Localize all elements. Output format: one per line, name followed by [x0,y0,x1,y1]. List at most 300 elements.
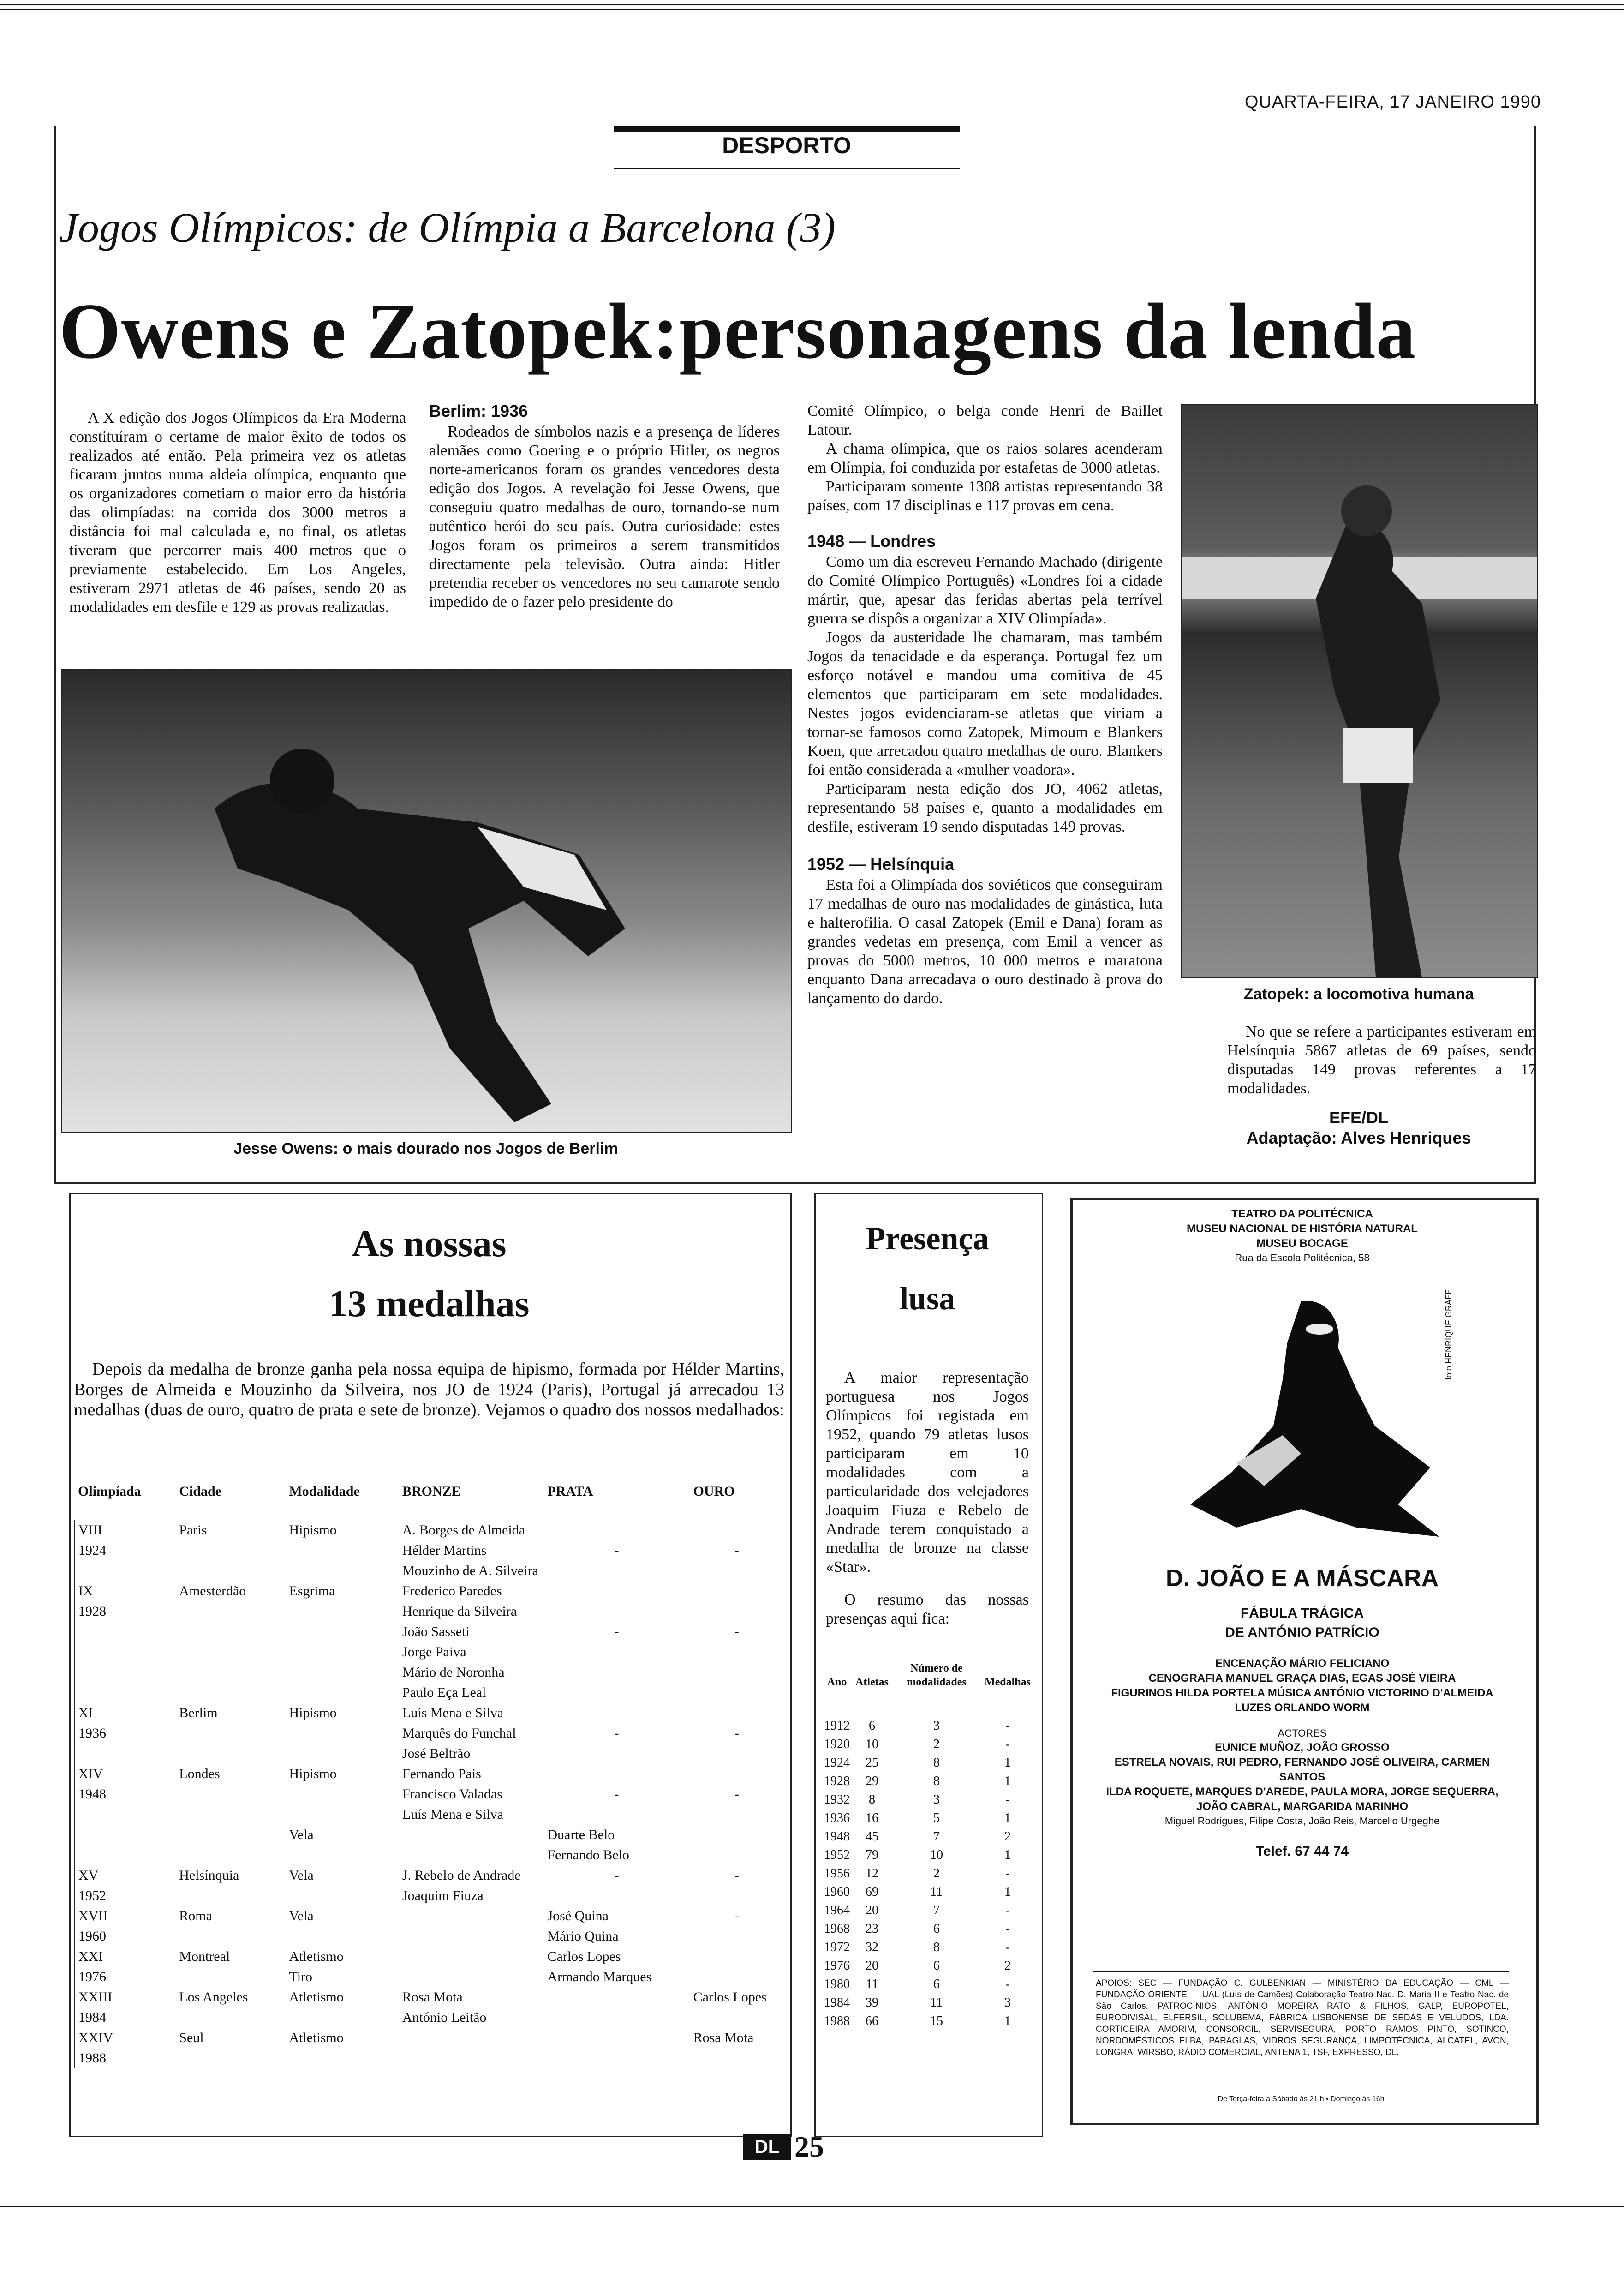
presenca-cell: - [1005,1977,1010,1991]
ad-lights: LUZES ORLANDO WORM [1235,1702,1370,1714]
presenca-cell: 1 [1004,1756,1011,1770]
medalhas-cell [690,1967,784,1987]
ad-address: Rua da Escola Politécnica, 58 [1235,1252,1370,1264]
medalhas-cell [285,1683,398,1703]
table-row [821,1901,1033,1920]
medalhas-cell: XI [74,1703,175,1723]
medalhas-cell [543,1886,689,1906]
medalhas-cell [285,1723,398,1744]
cloaked-figure-icon [1181,1288,1439,1546]
presenca-cell: - [1005,1737,1010,1751]
presenca-header-cell: Medalhas [984,1676,1031,1688]
medalhas-cell: Duarte Belo [547,1827,615,1842]
col4-p1: No que se refere a participantes estiveram em Helsínquia 5867 atletas de 69 países, sendo disputadas 149 provas referentes a 17 modalidades. [1227,1023,1536,1097]
medalhas-cell: 1988 [74,2048,175,2068]
medalhas-cell: Jorge Paiva [402,1644,466,1660]
table-row [821,1791,1033,1809]
col3-p2: A chama olímpica, que os raios solares acenderam em Olímpia, foi conduzida por estafetas de 3000 atletas. [807,440,1163,476]
medalhas-cell [175,1825,285,1845]
medalhas-cell [285,1662,398,1683]
ad-body [1075,1562,1529,1861]
table-row [74,1947,784,1967]
presenca-header-cell: Ano [827,1676,847,1688]
medalhas-cell [690,2007,784,2028]
medalhas-cell: - [614,1624,619,1639]
table-row [821,1772,1033,1791]
medalhas-cell: IX [74,1581,175,1601]
medalhas-cell: 1928 [74,1601,175,1622]
table-row [821,1864,1033,1883]
medalhas-header-cell: PRATA [547,1484,593,1499]
table-row [74,1886,784,1906]
medalhas-cell [175,1683,285,1703]
presenca-p2: O resumo das nossas presenças aqui fica: [826,1591,1029,1627]
presenca-cell: 32 [865,1940,878,1954]
ad-scenery: CENOGRAFIA MANUEL GRAÇA DIAS, EGAS JOSÉ VIEIRA [1148,1672,1456,1684]
medalhas-cell: - [734,1726,739,1741]
presenca-cell: 3 [1004,1995,1011,2010]
table-row [821,1717,1033,1735]
medalhas-cell [74,1561,175,1581]
medalhas-cell: Fernando Belo [547,1847,629,1863]
medalhas-cell: Vela [289,1868,314,1883]
medalhas-cell [285,1622,398,1642]
presenca-cell: 6 [933,1922,940,1936]
medalhas-cell: Joaquim Fiuza [402,1888,484,1903]
medalhas-cell: Mário Quina [547,1929,619,1944]
medalhas-cell: Montreal [179,1949,230,1964]
medalhas-table-header [74,1481,784,1520]
medalhas-cell [285,1926,398,1947]
medalhas-cell [285,1601,398,1622]
medalhas-cell [690,1947,784,1967]
presenca-cell: - [1005,1719,1010,1733]
medalhas-header-cell: BRONZE [402,1484,461,1499]
table-row [74,1561,784,1581]
presenca-cell: 10 [930,1848,943,1862]
presenca-cell: 1948 [824,1829,850,1844]
ad-actors-label: ACTORES [1278,1727,1327,1739]
medalhas-cell: - [734,1543,739,1558]
table-row [821,1735,1033,1754]
medalhas-title [69,1214,789,1334]
table-row [74,2048,784,2068]
berlim-text: Rodeados de símbolos nazis e a presença de líderes alemães como Goering e o próprio Hitler, os negros norte-americanos foram os grandes vencedores desta edição dos Jogos. A revelação foi Jesse Owens, que conseguiu quatro medalhas de ouro, tornando-se num autêntico herói do seu país. Outra curiosidade: estes Jogos foram os primeiros a serem transmitidos directamente pela televisão. Outra ainda: Hitler pretendia receber os vencedores no seu camarote sendo impedido de o fazer pelo presidente do [429,423,780,611]
presenca-title-line1: Presença [866,1221,989,1257]
medalhas-cell [74,1683,175,1703]
table-row [74,1520,784,1540]
medalhas-cell [175,1744,285,1764]
presenca-cell: 10 [865,1737,878,1751]
medalhas-cell: Helsínquia [179,1868,239,1883]
table-row [821,1957,1033,1975]
medalhas-cell: Los Angeles [179,1989,248,2005]
ad-museum: MUSEU NACIONAL DE HISTÓRIA NATURAL [1187,1222,1418,1235]
medalhas-cell: - [614,1543,619,1558]
section-label: DESPORTO [614,126,960,169]
presenca-cell: 1984 [824,1995,850,2010]
medalhas-cell: A. Borges de Almeida [402,1522,525,1538]
medalhas-cell [690,1926,784,1947]
medalhas-cell: Vela [289,1908,314,1923]
table-row [74,1601,784,1622]
presenca-cell: 1 [1004,2014,1011,2028]
presenca-cell: - [1005,1866,1010,1881]
ad-phone: Telef. 67 44 74 [1255,1844,1349,1859]
medalhas-cell [285,1784,398,1804]
presenca-cell: 1920 [824,1737,850,1751]
medalhas-cell: Armando Marques [547,1969,652,1984]
ad-title: D. JOÃO E A MÁSCARA [1165,1565,1439,1592]
presenca-cell: 1 [1004,1774,1011,1788]
presenca-table-body [821,1717,1033,2031]
medalhas-cell: Fernando Pais [402,1766,481,1781]
ad-direction: ENCENAÇÃO MÁRIO FELICIANO [1215,1657,1390,1670]
londres-p1: Como um dia escreveu Fernando Machado (dirigente do Comité Olímpico Português) «Londres foi a cidade mártir, que, apesar das feridas abertas pela terrível guerra se dispôs a organizar a XIV Olimpíada». [807,553,1163,627]
medalhas-cell [74,1744,175,1764]
londres-p2: Jogos da austeridade lhe chamaram, mas também Jogos da tenacidade e da esperança. Portugal fez um esforço notável e mandou uma comitiva de 45 elementos que participaram em sete modalidades. Nestes jogos evidenciaram-se atletas que viriam a tornar-se famosos como Zatopek, Mimoum e Blankers Koen, que arrecadou quatro medalhas de ouro. Blankers foi então considerada a «mulher voadora». [807,629,1163,779]
table-row [74,1723,784,1744]
presenca-title [814,1209,1040,1329]
helsinquia-subhead: 1952 — Helsínquia [807,855,955,874]
table-row [821,2012,1033,2031]
ad-schedule: De Terça-feira a Sábado às 21 h • Domingo às 16h [1218,2095,1385,2103]
medalhas-cell: Rosa Mota [402,1989,463,2005]
runner-figure-icon [62,670,791,1132]
presenca-cell: 3 [933,1719,940,1733]
byline-author: Adaptação: Alves Henriques [1246,1128,1471,1147]
medalhas-cell [74,1662,175,1683]
medalhas-cell: 1960 [74,1926,175,1947]
medalhas-cell [690,1601,784,1622]
medalhas-cell: José Beltrão [402,1746,471,1761]
presenca-cell: - [1005,1922,1010,1936]
medalhas-cell [543,1804,689,1825]
presenca-cell: 1 [1004,1848,1011,1862]
owens-photo [61,669,792,1133]
medalhas-cell [543,1662,689,1683]
presenca-cell: 1956 [824,1866,850,1881]
presenca-cell: 1 [1004,1811,1011,1825]
table-row [74,1845,784,1865]
medalhas-cell: - [734,1868,739,1883]
medalhas-cell: Francisco Valadas [402,1786,502,1802]
presenca-cell: 1952 [824,1848,850,1862]
presenca-p1: A maior representação portuguesa nos Jogos Olímpicos foi registada em 1952, quando 79 atletas lusos participaram em 10 modalidades com a particularidade dos velejadores Joaquim Fiuza e Rebelo de Andrade terem conquistado a medalha de bronze na classe «Star». [826,1369,1029,1576]
medalhas-cell [690,1683,784,1703]
medalhas-cell: 1936 [74,1723,175,1744]
table-row [74,1926,784,1947]
presenca-cell: 12 [865,1866,878,1881]
medalhas-cell [690,1886,784,1906]
medalhas-cell: Hipismo [289,1522,337,1538]
medalhas-cell: Tiro [289,1969,313,1984]
medalhas-cell: Paulo Eça Leal [402,1685,486,1700]
medalhas-cell: Mário de Noronha [402,1665,505,1680]
medalhas-cell [285,2048,398,2068]
medalhas-cell: XXIV [74,2028,175,2048]
medalhas-cell: Frederico Paredes [402,1583,502,1599]
medalhas-cell: - [614,1786,619,1802]
medalhas-cell: António Leitão [402,2010,487,2025]
medalhas-cell [690,1804,784,1825]
medalhas-header-cell: Olimpíada [78,1484,141,1499]
presenca-cell: 66 [865,2014,878,2028]
medalhas-cell [74,1804,175,1825]
medalhas-cell: Paris [179,1522,207,1538]
medalhas-cell: XIV [74,1764,175,1784]
medalhas-cell: Roma [179,1908,212,1923]
medalhas-cell [399,1967,544,1987]
presenca-cell: - [1005,1792,1010,1807]
medalhas-cell [543,1703,689,1723]
medalhas-cell: 1976 [74,1967,175,1987]
table-row [74,1744,784,1764]
medalhas-cell [690,1825,784,1845]
presenca-cell: 1960 [824,1885,850,1899]
presenca-cell: 11 [930,1995,943,2010]
medalhas-cell: Atletismo [289,1949,344,1964]
medalhas-cell: 1984 [74,2007,175,2028]
presenca-cell: 7 [933,1829,940,1844]
medalhas-cell: XXIII [74,1987,175,2007]
zatopek-caption: Zatopek: a locomotiva humana [1243,985,1474,1003]
medalhas-intro-block [74,1359,784,1420]
table-row [74,1683,784,1703]
medalhas-cell [399,1906,544,1926]
table-row [74,1825,784,1845]
medalhas-cell: XXI [74,1947,175,1967]
ad-costumes: FIGURINOS HILDA PORTELA MÚSICA ANTÓNIO VICTORINO D'ALMEIDA [1111,1687,1493,1699]
headline: Owens e Zatopek:personagens da lenda [59,288,1416,375]
medalhas-cell [399,1845,544,1865]
presenca-cell: 6 [933,1959,940,1973]
medalhas-cell: Rosa Mota [693,2030,754,2045]
medalhas-cell: VIII [74,1520,175,1540]
presenca-cell: 16 [865,1811,878,1825]
presenca-cell: 25 [865,1756,878,1770]
kicker: Jogos Olímpicos: de Olímpia a Barcelona (3) [59,204,836,251]
medalhas-cell: Henrique da Silveira [402,1604,517,1619]
medalhas-cell [285,2007,398,2028]
medalhas-cell [690,1662,784,1683]
medalhas-cell [285,1744,398,1764]
table-row [74,1662,784,1683]
medalhas-title-line1: As nossas [352,1222,507,1264]
medalhas-cell [690,1581,784,1601]
medalhas-cell: J. Rebelo de Andrade [402,1868,521,1883]
col4 [1227,1022,1536,1098]
medalhas-cell [175,1723,285,1744]
presenca-cell: 7 [933,1903,940,1917]
presenca-table-header [821,1661,1033,1717]
table-row [74,1987,784,2007]
medalhas-cell [175,1642,285,1662]
presenca-table-wrap [821,1661,1033,2031]
medalhas-cell: João Sasseti [402,1624,470,1639]
medalhas-cell [74,1622,175,1642]
presenca-cell: 1912 [824,1719,850,1733]
table-row [74,1642,784,1662]
medalhas-cell [175,1784,285,1804]
londres-p3: Participaram nesta edição dos JO, 4062 atletas, representando 58 países e, quanto a modalidades em desfile, estiveram 19 sendo disputadas 149 provas. [807,780,1163,835]
medalhas-cell [175,1601,285,1622]
medalhas-header-cell: Modalidade [289,1484,360,1499]
presenca-cell: 1936 [824,1811,850,1825]
ad-header [1075,1207,1529,1265]
table-row [821,1975,1033,1994]
presenca-cell: 6 [868,1719,875,1733]
medalhas-cell [399,2028,544,2048]
medalhas-cell: - [734,1624,739,1639]
presenca-cell: - [1005,1940,1010,1954]
table-row [74,2007,784,2028]
presenca-title-line2: lusa [899,1281,955,1317]
medalhas-cell [543,1601,689,1622]
intro-text: A X edição dos Jogos Olímpicos da Era Moderna constituíram o certame de maior êxito de todos os realizados até então. Pela primeira vez os atletas ficaram juntos numa aldeia olímpica, enquanto que os organizadores cometiam o maior erro da história das olimpíadas: na corrida dos 3000 metros a distância foi mal calculada e, no final, os atletas tiveram que percorrer mais 400 metros que o previamente estabelecido. Em Los Angeles, estiveram 2971 atletas de 46 países, sendo 20 as modalidades em desfile e 129 as provas realizadas. [69,409,406,616]
table-row [821,1938,1033,1957]
presenca-table [821,1661,1033,2031]
page-number: 25 [794,2130,824,2163]
medalhas-cell [175,1561,285,1581]
medalhas-cell [543,2007,689,2028]
medalhas-cell [690,1520,784,1540]
dateline: QUARTA-FEIRA, 17 JANEIRO 1990 [1244,92,1541,112]
presenca-header-cell: Atletas [855,1676,889,1688]
presenca-cell: 45 [865,1829,878,1844]
medalhas-cell [74,1825,175,1845]
medalhas-cell: Atletismo [289,1989,344,2005]
presenca-cell: 3 [933,1792,940,1807]
ad-actors2: ESTRELA NOVAIS, RUI PEDRO, FERNANDO JOSÉ OLIVEIRA, CARMEN SANTOS [1114,1756,1490,1783]
medalhas-cell: Luís Mena e Silva [402,1807,504,1822]
medalhas-cell [74,1845,175,1865]
ad-actors3: ILDA ROQUETE, MARQUES D'AREDE, PAULA MORA, JORGE SEQUERRA, JOÃO CABRAL, MARGARIDA MARINHO [1106,1786,1499,1813]
londres-subhead: 1948 — Londres [807,532,936,551]
medalhas-cell [690,1561,784,1581]
col3-p1: Comité Olímpico, o belga conde Henri de Baillet Latour. [807,402,1163,438]
ad-photo-credit: foto HENRIQUE GRAFF [1444,1289,1453,1380]
presenca-cell: 1980 [824,1977,850,1991]
medalhas-cell [543,2028,689,2048]
table-row [74,1804,784,1825]
medalhas-cell: Amesterdão [179,1583,246,1599]
medalhas-cell [175,1845,285,1865]
medalhas-cell [74,1642,175,1662]
presenca-cell: 8 [933,1940,940,1954]
table-row [74,2028,784,2048]
medalhas-cell [175,1804,285,1825]
presenca-cell: 1976 [824,1959,850,1973]
presenca-cell: 69 [865,1885,878,1899]
medalhas-cell [690,1764,784,1784]
ad-illustration [1181,1288,1439,1546]
presenca-header-cell: Número de modalidades [907,1662,967,1688]
zatopek-figure-icon [1182,405,1537,977]
zatopek-photo [1181,404,1538,978]
medalhas-cell: XV [74,1865,175,1886]
medalhas-header-cell: OURO [693,1484,735,1499]
presenca-cell: 11 [930,1885,943,1899]
presenca-cell: 1964 [824,1903,850,1917]
owens-caption: Jesse Owens: o mais dourado nos Jogos de Berlim [233,1140,618,1157]
ad-sponsors: APOIOS: SEC — FUNDAÇÃO C. GULBENKIAN — MINISTÉRIO DA EDUCAÇÃO — CML — FUNDAÇÃO ORIENTE — UAL (Luís de Camões) Colaboração Teatro Nac. D. Maria II e Teatro Nac. de São Carlos. PATROCÍNIOS: ANTÓNIO MOREIRA RATO & FILHOS, GALP, EUROPOTEL, EURODIVISAL, ELFERSIL, SOLUBEMA, FÁBRICA LISBONENSE DE SEDAS E VELUDOS, LDA. CORTICEIRA AMORIM, CONSORCIL, SERVISEGURA, PORTO RAMOS PINTO, SOTINCO, NORDOMÉSTICOS ELBA, PARAGLAS, VIDROS SEGURANÇA, LIMPOTÉCNICA, ALCATEL, AVON, LONGRA, WIRSBO, RÁDIO COMERCIAL, ANTENA 1, TSF, EXPRESSO, DL. [1096,1978,1509,2057]
berlim-subhead: Berlim: 1936 [429,401,528,420]
table-row [821,1883,1033,1901]
medalhas-cell [285,1886,398,1906]
col3-p3: Participaram somente 1308 artistas representando 38 países, com 17 disciplinas e 117 provas em cena. [807,478,1163,514]
table-row [74,1581,784,1601]
medalhas-cell [543,1744,689,1764]
medalhas-cell [543,1987,689,2007]
medalhas-cell: Seul [179,2030,204,2045]
ad-venue: TEATRO DA POLITÉCNICA [1231,1208,1373,1220]
medalhas-cell [175,1926,285,1947]
medalhas-cell: - [614,1868,619,1883]
medalhas-cell: Carlos Lopes [547,1949,621,1964]
medalhas-cell: Hipismo [289,1705,337,1720]
medalhas-cell: Esgrima [289,1583,335,1599]
medalhas-cell [543,1581,689,1601]
dl-logo: DL [743,2134,791,2160]
medalhas-cell: Vela [289,1827,314,1842]
medalhas-cell: XVII [74,1906,175,1926]
medalhas-cell [690,1642,784,1662]
presenca-cell: 2 [933,1737,940,1751]
table-row [821,1754,1033,1772]
presenca-cell: 1 [1004,1885,1011,1899]
presenca-cell: 1988 [824,2014,850,2028]
medalhas-cell [285,1540,398,1561]
londres-column [807,401,1163,1008]
table-row [821,1994,1033,2012]
medalhas-title-line2: 13 medalhas [328,1282,530,1324]
medalhas-cell [399,1825,544,1845]
medalhas-cell: 1924 [74,1540,175,1561]
medalhas-cell [690,1845,784,1865]
table-row [74,1784,784,1804]
presenca-cell: 1932 [824,1792,850,1807]
medalhas-cell [285,1804,398,1825]
medalhas-cell: José Quina [547,1908,609,1923]
presenca-cell: - [1005,1903,1010,1917]
byline-agency: EFE/DL [1329,1108,1388,1127]
presenca-cell: 29 [865,1774,878,1788]
ad-subtitle2: DE ANTÓNIO PATRÍCIO [1225,1625,1379,1640]
medalhas-cell: - [734,1908,739,1923]
medalhas-table [74,1481,784,2068]
medalhas-cell: Londes [179,1766,220,1781]
table-row [74,1764,784,1784]
medalhas-cell [690,1744,784,1764]
medalhas-cell [543,2048,689,2068]
presenca-cell: 23 [865,1922,878,1936]
table-row [821,1846,1033,1864]
table-row [74,1967,784,1987]
medalhas-cell: - [734,1786,739,1802]
presenca-cell: 5 [933,1811,940,1825]
medalhas-cell [175,1662,285,1683]
medalhas-cell [543,1642,689,1662]
medalhas-cell [690,1703,784,1723]
medalhas-cell: Berlim [179,1705,218,1720]
presenca-cell: 1968 [824,1922,850,1936]
presenca-cell: 15 [930,2014,943,2028]
presenca-cell: 2 [1004,1959,1011,1973]
medalhas-cell: Carlos Lopes [693,1989,767,2005]
presenca-cell: 8 [933,1756,940,1770]
medalhas-cell: - [614,1726,619,1741]
